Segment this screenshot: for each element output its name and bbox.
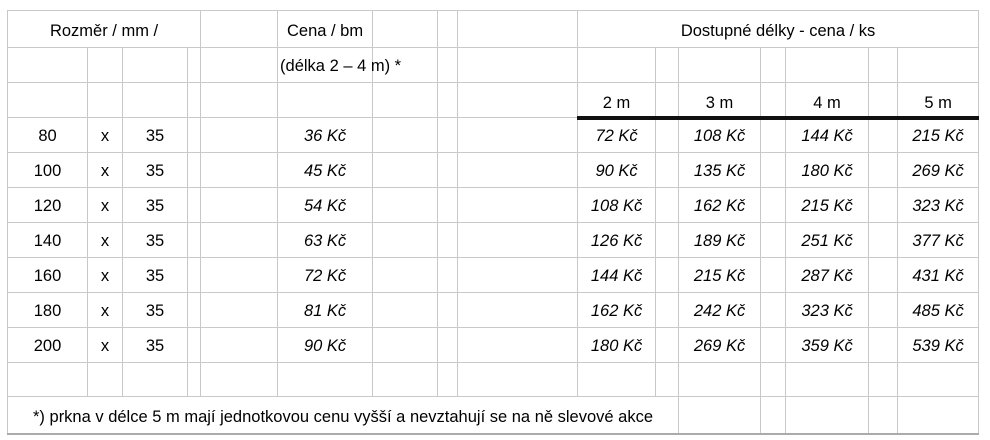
dimension-header: Rozměr / mm /	[8, 11, 201, 48]
empty-cell	[869, 153, 898, 188]
empty-cell	[373, 188, 438, 223]
length-price-cell: 359 Kč	[786, 328, 869, 363]
empty-cell	[458, 11, 578, 48]
empty-cell	[188, 258, 201, 293]
length-price-cell: 180 Kč	[578, 328, 656, 363]
empty-cell	[761, 153, 786, 188]
size-cell: 180	[8, 293, 88, 328]
x-separator-cell: x	[88, 153, 123, 188]
length-price-cell: 162 Kč	[578, 293, 656, 328]
empty-cell	[373, 363, 438, 397]
empty-cell	[201, 258, 278, 293]
empty-cell	[458, 328, 578, 363]
footnote-text: *) prkna v délce 5 m mají jednotkovou cenu vyšší a nevztahují se na ně slevové akce	[8, 397, 679, 434]
length-price-cell: 72 Kč	[578, 118, 656, 153]
empty-cell	[188, 48, 201, 83]
empty-cell	[869, 188, 898, 223]
empty-cell	[188, 83, 201, 118]
empty-cell	[869, 223, 898, 258]
empty-cell	[458, 223, 578, 258]
length-price-cell: 215 Kč	[786, 188, 869, 223]
empty-cell	[761, 258, 786, 293]
length-price-cell: 180 Kč	[786, 153, 869, 188]
table-row	[8, 188, 979, 223]
unit-price-cell: 54 Kč	[278, 188, 373, 223]
spacer-row	[8, 363, 979, 397]
length-col-header-2m: 2 m	[578, 83, 656, 118]
length-price-cell: 539 Kč	[898, 328, 979, 363]
empty-cell	[656, 363, 679, 397]
empty-cell	[458, 188, 578, 223]
empty-cell	[761, 118, 786, 153]
length-price-cell: 377 Kč	[898, 223, 979, 258]
empty-cell	[201, 328, 278, 363]
empty-cell	[898, 397, 979, 434]
empty-cell	[438, 293, 458, 328]
empty-cell	[458, 118, 578, 153]
empty-cell	[458, 153, 578, 188]
empty-cell	[373, 328, 438, 363]
empty-cell	[578, 363, 656, 397]
table-row	[8, 328, 979, 363]
empty-cell	[278, 83, 373, 118]
empty-cell	[201, 48, 278, 83]
length-price-cell: 144 Kč	[786, 118, 869, 153]
empty-cell	[373, 223, 438, 258]
empty-cell	[201, 363, 278, 397]
unit-price-note: (délka 2 – 4 m) *	[278, 48, 373, 83]
length-price-cell: 323 Kč	[898, 188, 979, 223]
table-header	[8, 11, 979, 118]
empty-cell	[201, 188, 278, 223]
lengths-group-header: Dostupné délky - cena / ks	[578, 11, 979, 48]
length-col-header-4m: 4 m	[786, 83, 869, 118]
empty-cell	[8, 363, 88, 397]
empty-cell	[656, 258, 679, 293]
empty-cell	[656, 153, 679, 188]
empty-cell	[8, 83, 88, 118]
length-price-cell: 215 Kč	[679, 258, 761, 293]
empty-cell	[438, 258, 458, 293]
unit-price-header: Cena / bm	[278, 11, 373, 48]
empty-cell	[373, 258, 438, 293]
unit-price-cell: 45 Kč	[278, 153, 373, 188]
footnote-row	[8, 397, 979, 434]
table-row	[8, 293, 979, 328]
empty-cell	[373, 153, 438, 188]
empty-cell	[438, 328, 458, 363]
empty-cell	[88, 48, 123, 83]
empty-cell	[761, 48, 786, 83]
empty-cell	[761, 188, 786, 223]
empty-cell	[201, 153, 278, 188]
empty-cell	[869, 83, 898, 118]
empty-cell	[656, 293, 679, 328]
empty-cell	[123, 48, 188, 83]
thickness-cell: 35	[123, 153, 188, 188]
length-price-cell: 323 Kč	[786, 293, 869, 328]
empty-cell	[786, 48, 869, 83]
empty-cell	[458, 258, 578, 293]
header-row-main	[8, 11, 979, 48]
size-cell: 80	[8, 118, 88, 153]
table-row	[8, 258, 979, 293]
empty-cell	[656, 48, 679, 83]
unit-price-cell: 36 Kč	[278, 118, 373, 153]
length-price-cell: 251 Kč	[786, 223, 869, 258]
thickness-cell: 35	[123, 118, 188, 153]
length-col-header-3m: 3 m	[679, 83, 761, 118]
thickness-cell: 35	[123, 328, 188, 363]
empty-cell	[8, 48, 88, 83]
empty-cell	[188, 118, 201, 153]
empty-cell	[761, 83, 786, 118]
empty-cell	[438, 48, 458, 83]
empty-cell	[438, 188, 458, 223]
size-cell: 100	[8, 153, 88, 188]
empty-cell	[656, 223, 679, 258]
length-price-cell: 287 Kč	[786, 258, 869, 293]
empty-cell	[188, 153, 201, 188]
empty-cell	[201, 11, 278, 48]
empty-cell	[278, 363, 373, 397]
unit-price-cell: 81 Kč	[278, 293, 373, 328]
empty-cell	[656, 83, 679, 118]
unit-price-cell: 63 Kč	[278, 223, 373, 258]
x-separator-cell: x	[88, 328, 123, 363]
empty-cell	[679, 363, 761, 397]
empty-cell	[188, 223, 201, 258]
size-cell: 140	[8, 223, 88, 258]
empty-cell	[373, 118, 438, 153]
length-price-cell: 431 Kč	[898, 258, 979, 293]
length-price-cell: 108 Kč	[679, 118, 761, 153]
empty-cell	[438, 223, 458, 258]
unit-price-cell: 72 Kč	[278, 258, 373, 293]
empty-cell	[869, 48, 898, 83]
x-separator-cell: x	[88, 223, 123, 258]
x-separator-cell: x	[88, 118, 123, 153]
empty-cell	[656, 188, 679, 223]
empty-cell	[201, 118, 278, 153]
empty-cell	[578, 48, 656, 83]
empty-cell	[188, 293, 201, 328]
length-price-cell: 269 Kč	[898, 153, 979, 188]
empty-cell	[373, 11, 438, 48]
empty-cell	[188, 188, 201, 223]
empty-cell	[869, 258, 898, 293]
empty-cell	[656, 118, 679, 153]
length-price-cell: 108 Kč	[578, 188, 656, 223]
empty-cell	[458, 83, 578, 118]
thickness-cell: 35	[123, 223, 188, 258]
table-row	[8, 118, 979, 153]
x-separator-cell: x	[88, 188, 123, 223]
empty-cell	[373, 83, 438, 118]
empty-cell	[458, 363, 578, 397]
empty-cell	[656, 328, 679, 363]
pricing-table	[7, 10, 979, 435]
table-footer	[8, 363, 979, 434]
empty-cell	[123, 83, 188, 118]
thickness-cell: 35	[123, 293, 188, 328]
length-col-header-5m: 5 m	[898, 83, 979, 118]
header-row-note	[8, 48, 979, 83]
empty-cell	[869, 397, 898, 434]
empty-cell	[679, 48, 761, 83]
empty-cell	[898, 363, 979, 397]
size-cell: 120	[8, 188, 88, 223]
length-price-cell: 485 Kč	[898, 293, 979, 328]
empty-cell	[761, 397, 786, 434]
empty-cell	[761, 223, 786, 258]
empty-cell	[761, 363, 786, 397]
empty-cell	[869, 363, 898, 397]
length-price-cell: 269 Kč	[679, 328, 761, 363]
empty-cell	[869, 328, 898, 363]
empty-cell	[438, 11, 458, 48]
table-body	[8, 118, 979, 363]
empty-cell	[458, 293, 578, 328]
empty-cell	[761, 293, 786, 328]
empty-cell	[869, 118, 898, 153]
empty-cell	[786, 397, 869, 434]
empty-cell	[869, 293, 898, 328]
empty-cell	[458, 48, 578, 83]
empty-cell	[88, 83, 123, 118]
thickness-cell: 35	[123, 258, 188, 293]
length-price-cell: 215 Kč	[898, 118, 979, 153]
table-row	[8, 153, 979, 188]
length-price-cell: 135 Kč	[679, 153, 761, 188]
x-separator-cell: x	[88, 293, 123, 328]
empty-cell	[201, 293, 278, 328]
table-row	[8, 223, 979, 258]
empty-cell	[438, 118, 458, 153]
length-price-cell: 126 Kč	[578, 223, 656, 258]
empty-cell	[201, 83, 278, 118]
empty-cell	[786, 363, 869, 397]
length-price-cell: 90 Kč	[578, 153, 656, 188]
thickness-cell: 35	[123, 188, 188, 223]
empty-cell	[898, 48, 979, 83]
length-price-cell: 144 Kč	[578, 258, 656, 293]
size-cell: 160	[8, 258, 88, 293]
empty-cell	[438, 363, 458, 397]
length-price-cell: 162 Kč	[679, 188, 761, 223]
empty-cell	[373, 293, 438, 328]
empty-cell	[123, 363, 188, 397]
empty-cell	[761, 328, 786, 363]
empty-cell	[438, 153, 458, 188]
empty-cell	[188, 328, 201, 363]
empty-cell	[201, 223, 278, 258]
length-price-cell: 189 Kč	[679, 223, 761, 258]
unit-price-cell: 90 Kč	[278, 328, 373, 363]
size-cell: 200	[8, 328, 88, 363]
empty-cell	[438, 83, 458, 118]
empty-cell	[88, 363, 123, 397]
header-row-lengths	[8, 83, 979, 118]
length-price-cell: 242 Kč	[679, 293, 761, 328]
empty-cell	[679, 397, 761, 434]
x-separator-cell: x	[88, 258, 123, 293]
empty-cell	[188, 363, 201, 397]
